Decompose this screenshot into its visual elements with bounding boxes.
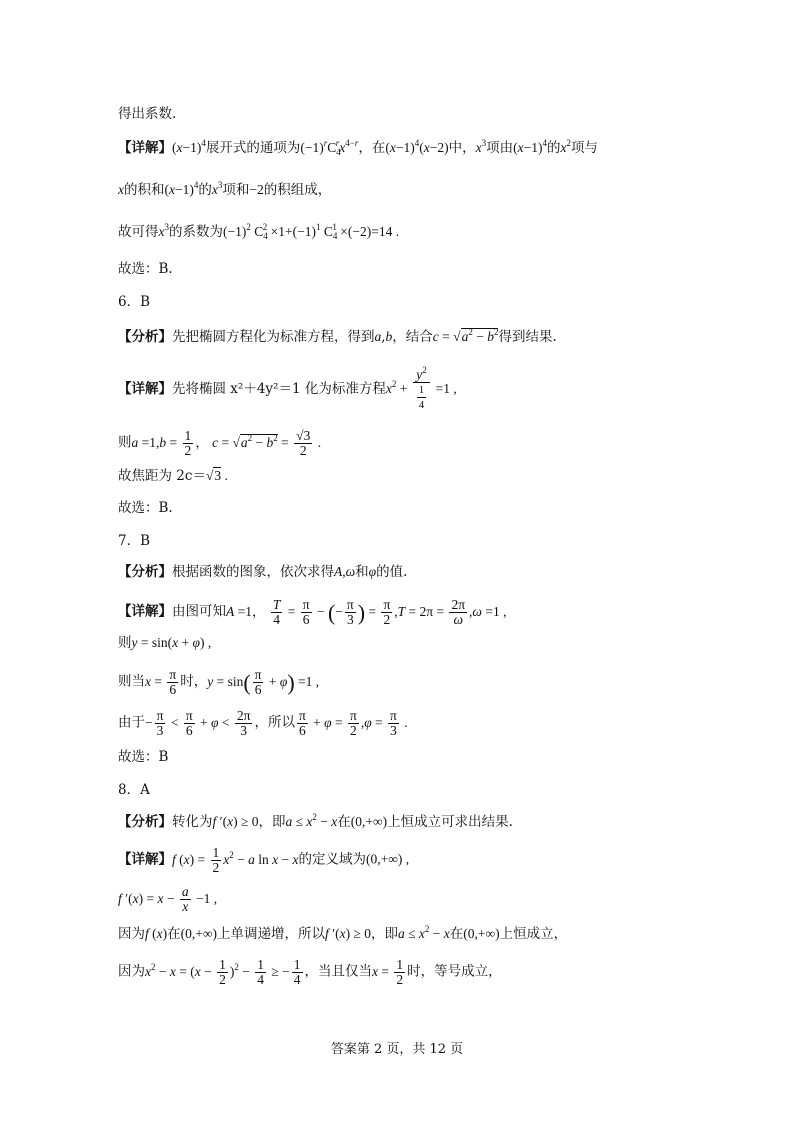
question-number: 7．B [118, 533, 151, 549]
line-text: ，所以 [254, 714, 295, 731]
text-line [118, 498, 173, 518]
line-text: 由图可知 [172, 603, 226, 620]
text-line [118, 466, 228, 486]
line-text: 则 [118, 635, 132, 651]
line-text: 根据函数的图象，依次求得 [172, 564, 334, 580]
line-text: 时， [180, 673, 208, 690]
line-text: 上恒成立， [499, 926, 568, 942]
math: $(x-1)^4$ [164, 180, 199, 197]
line-text: 在 [337, 814, 351, 830]
line-text: 的定义域为 [298, 851, 367, 868]
math: $(x-1)^4(x-2)$ [385, 138, 449, 155]
line-text: 因为 [118, 963, 145, 980]
line-text: 故焦距为 2c＝ [118, 468, 206, 484]
line-text: 的 [546, 140, 561, 156]
math: (0,+∞) [463, 926, 500, 941]
line-text: 展开式的通项为 [205, 140, 301, 156]
line-text: 先将椭圆 x²＋4y²＝1 化为标准方程 [172, 381, 386, 398]
math: $(-1)^2$ $C_4^2 \times 1+(-1)^1$ $C_4^1 \times(-2)=14$ . [223, 222, 400, 241]
math: a [374, 329, 382, 344]
text-line [118, 222, 399, 242]
math: $x^2$ [560, 138, 571, 155]
math: f ′(x) ≥ 0 [325, 926, 371, 941]
line-text: 项与 [570, 140, 598, 156]
line-text: 则 [118, 434, 132, 451]
text-line [118, 562, 407, 582]
text-line [118, 138, 598, 158]
line-text: 上恒成立可求出结果. [387, 814, 513, 830]
line-text: 中， [448, 140, 476, 156]
math: (0,+∞) [350, 814, 388, 829]
math: $x^3$ [211, 180, 223, 197]
math: $x^3$ [475, 138, 487, 155]
math: f (x) = $\frac{1}{2}$ $x^2 - a$ ln x − x [172, 845, 299, 875]
math: $\frac{\pi}{6}$ + φ = $\frac{\pi}{2}$ ,φ = $\frac{\pi}{3}$ . [298, 708, 408, 738]
math: $(x-1)^4$ [172, 138, 206, 155]
text-line [118, 709, 408, 738]
line-text: 的积组成， [263, 182, 332, 198]
analysis-tag: 【分析】 [118, 814, 172, 830]
math: − $\frac{\pi}{3}$ < $\frac{\pi}{6}$ + φ < $\frac{2\pi}{3}$ [145, 708, 251, 738]
line-text: 转化为 [172, 814, 213, 830]
math: √3 . [205, 468, 228, 483]
question-number: 8．A [118, 782, 150, 798]
text-line [118, 633, 211, 653]
detail-tag: 【详解】 [118, 603, 172, 620]
detail-tag: 【详解】 [118, 381, 172, 398]
text-line [118, 180, 331, 200]
line-text: ，即 [258, 814, 286, 830]
text-line [118, 747, 168, 767]
math: f (x) [145, 926, 168, 941]
line-text: ，即 [371, 926, 398, 942]
line-text: 的 [198, 182, 212, 198]
math: $a \le x^2 - x$ [398, 924, 450, 941]
line-text: 的系数为 [169, 224, 223, 240]
text-line [118, 429, 321, 458]
line-text: 因为 [118, 926, 145, 942]
text-line [118, 924, 567, 944]
analysis-tag: 【分析】 [118, 329, 172, 345]
line-text: 项和 [222, 182, 250, 198]
math: b [385, 329, 393, 344]
math: A,ω和φ [334, 564, 377, 579]
line-text: 由于 [118, 714, 145, 731]
line-text: 的值. [376, 564, 408, 580]
text-line [118, 958, 502, 987]
math: y = sin(x + φ) , [131, 635, 212, 650]
text-line [118, 668, 319, 697]
analysis-tag: 【分析】 [118, 564, 172, 580]
math: x = $\frac{\pi}{6}$ [145, 667, 177, 697]
line-text: 故选：B. [118, 261, 173, 277]
text-line [118, 365, 457, 412]
math: (0,+∞) [180, 926, 217, 941]
line-text: 在 [449, 926, 464, 942]
page-footer: 答案第 2 页，共 12 页 [330, 1042, 464, 1057]
line-text: ，在 [358, 140, 386, 156]
line-text: 上单调递增，所以 [217, 926, 325, 942]
line-text: 故选：B [118, 749, 169, 765]
math: x [118, 182, 124, 197]
text-line [118, 885, 217, 914]
math: y = sin( $\frac{\pi}{6}$ + φ) =1 , [207, 667, 320, 697]
line-text: 时，等号成立， [407, 963, 502, 980]
math: $(-1)^rC_4^rx^{4-r}$ [300, 138, 359, 157]
math: f ′(x) ≥ 0 [212, 814, 259, 829]
line-text: 在 [167, 926, 181, 942]
math: a =1,b = $\frac{1}{2}$ ， $c = √a^2 - b^2$ = $\frac{√3}{2}$ . [131, 428, 322, 458]
math: x = $\frac{1}{2}$ [372, 957, 404, 987]
text-line [118, 292, 150, 312]
text-line [118, 846, 409, 875]
line-text: 故选：B. [118, 500, 173, 516]
text-line [118, 780, 150, 800]
line-text: ，结合 [392, 329, 433, 345]
line-text: 得出系数. [118, 106, 177, 122]
text-line [118, 104, 176, 124]
math: $x^3$ [158, 222, 169, 239]
detail-tag: 【详解】 [118, 851, 172, 868]
math: f ′(x) = x − $\frac{a}{x}$ −1 , [118, 884, 218, 914]
text-line [118, 531, 150, 551]
math: $a \le x^2 - x$ [285, 812, 338, 829]
text-line [118, 812, 513, 832]
math: $x^2 - x = (x$ − $\frac{1}{2}$ )$^2$ − $\frac{1}{4}$ ≥ − $\frac{1}{4}$ [145, 957, 301, 987]
text-line [118, 598, 506, 627]
math: $x^2$ + $\frac{y^2}{\frac{1}{4}}$ =1 , [385, 365, 457, 411]
math: $c = √a^2 - b^2$ [432, 327, 499, 344]
line-text: 故可得 [118, 224, 159, 240]
detail-tag: 【详解】 [118, 140, 172, 156]
line-text: 的积和 [124, 182, 165, 198]
question-number: 6．B [118, 294, 151, 310]
line-text: 项由 [486, 140, 514, 156]
line-text: 则当 [118, 673, 145, 690]
line-text: 得到结果. [498, 329, 557, 345]
math: $(x-1)^4$ [513, 138, 547, 155]
text-line: 【分析】先把椭圆方程化为标准方程，得到a,b，结合$c = √a^2 - b^2$得到结果. [118, 327, 557, 345]
line-text: 先把椭圆方程化为标准方程，得到 [172, 329, 375, 345]
text-line [118, 259, 173, 279]
line-text: ，当且仅当 [304, 963, 373, 980]
math: −2 [249, 182, 264, 197]
math: A =1， $\frac{T}{4}$ = $\frac{\pi}{6}$ − (− $\frac{\pi}{3}$ ) = $\frac{\pi}{2}$ ,T = 2π = $\frac{2\pi}{\omega}$ ,ω =1 , [226, 597, 507, 627]
math: (0,+∞) , [366, 851, 410, 867]
